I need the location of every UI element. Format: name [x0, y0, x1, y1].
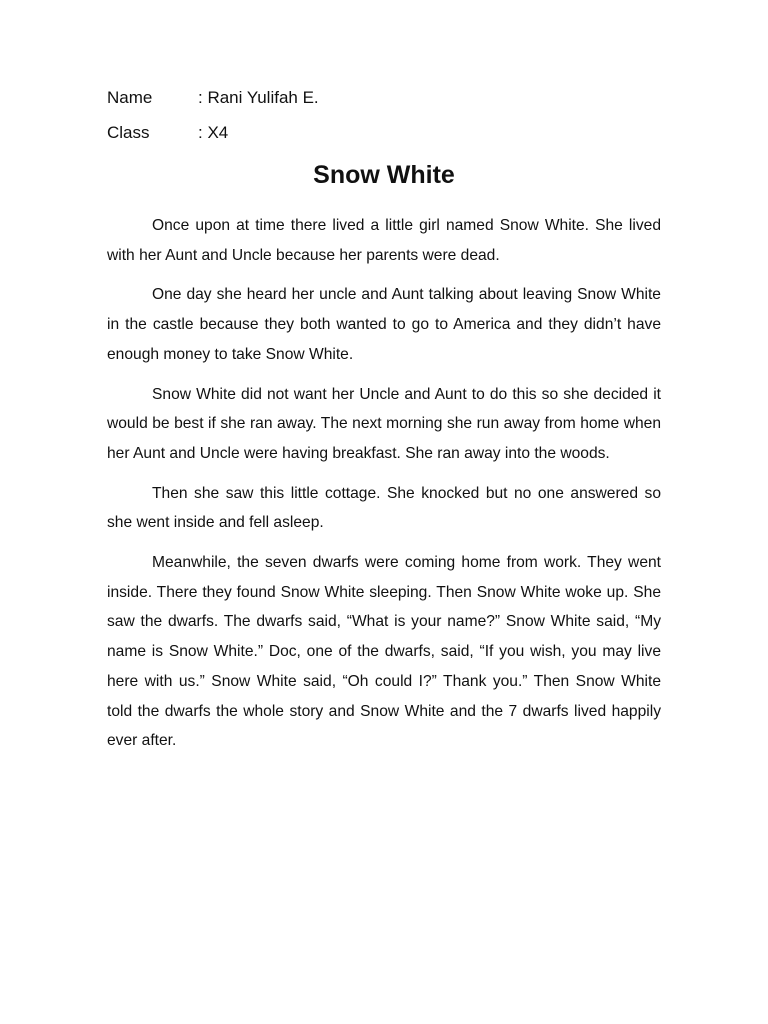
name-label: Name [107, 88, 153, 107]
class-value: : X4 [198, 123, 229, 142]
student-name-row [107, 88, 319, 108]
story-title: Snow White [313, 161, 455, 189]
story-paragraph: Meanwhile, the seven dwarfs were coming home from work. They went inside. There they found Snow White sleeping. Then Snow White woke up. She saw the dwarfs. The dwarfs said, “What is your name?” Snow White said, “My name is Snow White.” Doc, one of the dwarfs, said, “If you wish, you may live here with us.” Snow White said, “Oh could I?” Thank you.” Then Snow White told the dwarfs the whole story and Snow White and the 7 dwarfs lived happily ever after. [107, 554, 661, 750]
story-paragraph: Once upon at time there lived a little girl named Snow White. She lived with her Aunt and Uncle because her parents were dead. [107, 217, 661, 264]
student-class-row [107, 123, 228, 143]
story-paragraph: One day she heard her uncle and Aunt talking about leaving Snow White in the castle because they both wanted to go to America and they didn’t have enough money to take Snow White. [107, 286, 661, 363]
story-paragraph: Snow White did not want her Uncle and Aunt to do this so she decided it would be best if she ran away. The next morning she run away from home when her Aunt and Uncle were having breakfast. She ran away into the woods. [107, 385, 661, 462]
story-body [107, 211, 661, 766]
class-label: Class [107, 123, 150, 142]
story-paragraph: Then she saw this little cottage. She knocked but no one answered so she went inside and fell asleep. [107, 484, 661, 532]
name-value: : Rani Yulifah E. [198, 88, 319, 107]
